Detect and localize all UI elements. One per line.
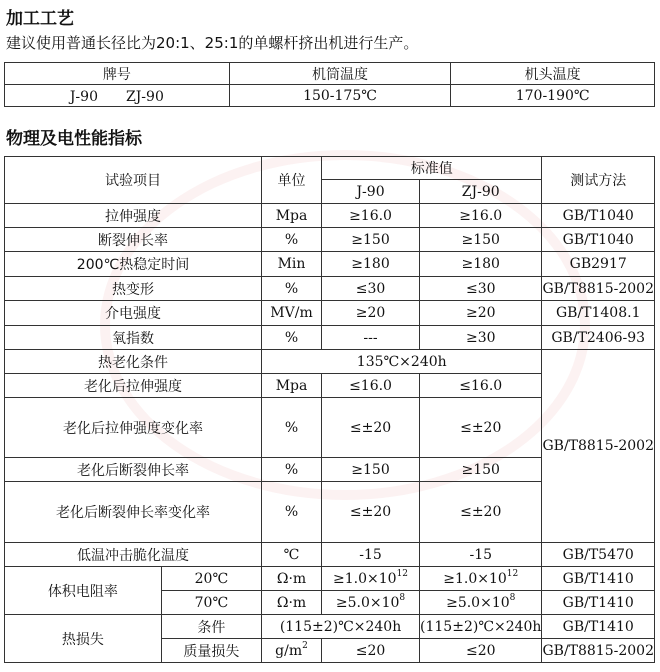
heat-loss-j90-condition: (115±2)℃×240h (262, 615, 420, 639)
header-zj90: ZJ-90 (420, 180, 542, 204)
header-barrel-temp: 机筒温度 (229, 63, 451, 85)
row-j90: -15 (322, 543, 420, 567)
table-row (5, 277, 655, 301)
value: ≥5.0×10 (335, 594, 400, 611)
table-row (5, 301, 655, 326)
header-grade: 牌号 (5, 63, 230, 85)
row-method: GB/T2406-93 (542, 326, 655, 350)
row-zj90: ≤16.0 (420, 374, 542, 398)
row-method: GB/T1410 (542, 567, 655, 591)
table-row (5, 567, 655, 591)
row-unit: Mpa (262, 374, 322, 398)
row-j90: ≤16.0 (322, 374, 420, 398)
row-method: GB/T8815-2002 (542, 277, 655, 301)
row-j90: ≤20 (322, 639, 420, 663)
aging-condition-value: 135℃×240h (262, 350, 542, 374)
row-item: 老化后拉伸强度 (5, 374, 262, 398)
row-method: GB/T1410 (542, 615, 655, 639)
row-zj90: ≥30 (420, 326, 542, 350)
value: ≥1.0×10 (333, 570, 397, 587)
row-method: GB/T1040 (542, 204, 655, 228)
row-unit: % (262, 458, 322, 482)
row-j90 (322, 591, 420, 615)
heat-loss-item: 热损失 (5, 615, 162, 663)
heat-loss-mass-label: 质量损失 (161, 639, 261, 663)
row-unit (262, 639, 322, 663)
row-j90: ≤30 (322, 277, 420, 301)
row-item: 热变形 (5, 277, 262, 301)
section-heading-processing: 加工工艺 (6, 9, 74, 29)
row-item: 断裂伸长率 (5, 228, 262, 252)
row-zj90: ≥180 (420, 252, 542, 277)
table-row (5, 228, 655, 252)
row-unit: % (262, 277, 322, 301)
table-header-row (5, 157, 655, 180)
header-item: 试验项目 (5, 157, 262, 204)
row-zj90: ≤±20 (420, 482, 542, 543)
heat-loss-condition-label: 条件 (161, 615, 261, 639)
exponent: 8 (399, 592, 406, 603)
exponent: 12 (506, 568, 519, 579)
processing-recommendation: 建议使用普通长径比为20:1、25:1的单螺杆挤出机进行生产。 (6, 34, 419, 52)
row-item: 氧指数 (5, 326, 262, 350)
row-method: GB/T8815-2002 (542, 639, 655, 663)
row-zj90: ≥20 (420, 301, 542, 326)
row-zj90 (420, 567, 542, 591)
row-unit: % (262, 326, 322, 350)
row-item: 200℃热稳定时间 (5, 252, 262, 277)
header-standard-value: 标准值 (322, 157, 542, 180)
row-zj90: ≤30 (420, 277, 542, 301)
row-unit: Min (262, 252, 322, 277)
row-item: 介电强度 (5, 301, 262, 326)
row-item: 老化后断裂伸长率 (5, 458, 262, 482)
row-item: 低温冲击脆化温度 (5, 543, 262, 567)
row-j90: ≥150 (322, 458, 420, 482)
aging-condition-item: 热老化条件 (5, 350, 262, 374)
row-j90: ≥180 (322, 252, 420, 277)
table-row (5, 350, 655, 374)
row-temp: 70℃ (161, 591, 261, 615)
row-j90 (322, 567, 420, 591)
value: ≥1.0×10 (443, 570, 507, 587)
table-row (5, 252, 655, 277)
row-zj90 (420, 591, 542, 615)
row-temp: 20℃ (161, 567, 261, 591)
aging-method: GB/T8815-2002 (542, 350, 655, 543)
row-item: 老化后拉伸强度变化率 (5, 398, 262, 458)
table-row (5, 326, 655, 350)
row-zj90: ≥150 (420, 228, 542, 252)
row-method: GB/T1410 (542, 591, 655, 615)
row-method: GB/T1040 (542, 228, 655, 252)
header-test-method: 测试方法 (542, 157, 655, 204)
row-unit: MV/m (262, 301, 322, 326)
header-head-temp: 机头温度 (451, 63, 655, 85)
row-method: GB/T5470 (542, 543, 655, 567)
table-row (5, 543, 655, 567)
unit-exponent: 2 (302, 640, 308, 651)
row-zj90: -15 (420, 543, 542, 567)
row-zj90: ≥150 (420, 458, 542, 482)
process-table (4, 62, 655, 107)
cell-head-temp: 170-190℃ (451, 85, 655, 107)
process-table-row (5, 85, 655, 107)
row-unit: Mpa (262, 204, 322, 228)
row-j90: ≥20 (322, 301, 420, 326)
row-j90: --- (322, 326, 420, 350)
table-row (5, 204, 655, 228)
row-zj90: ≤20 (420, 639, 542, 663)
section-heading-properties: 物理及电性能指标 (6, 129, 142, 149)
process-table-header (5, 63, 655, 85)
row-unit: % (262, 482, 322, 543)
row-unit: % (262, 228, 322, 252)
row-item: 拉伸强度 (5, 204, 262, 228)
value: ≥5.0×10 (446, 594, 510, 611)
header-unit: 单位 (262, 157, 322, 204)
spec-table (4, 156, 655, 663)
header-j90: J-90 (322, 180, 420, 204)
row-j90: ≥16.0 (322, 204, 420, 228)
row-unit: Ω·m (262, 567, 322, 591)
exponent: 12 (396, 568, 409, 579)
row-zj90: ≤±20 (420, 398, 542, 458)
resistivity-item: 体积电阻率 (5, 567, 162, 615)
row-j90: ≤±20 (322, 398, 420, 458)
heat-loss-zj90-condition: (115±2)℃×240h (420, 615, 542, 639)
cell-barrel-temp: 150-175℃ (229, 85, 451, 107)
row-unit: % (262, 398, 322, 458)
row-method: GB2917 (542, 252, 655, 277)
row-unit: Ω·m (262, 591, 322, 615)
row-j90: ≤±20 (322, 482, 420, 543)
cell-grade: J-90 ZJ-90 (5, 85, 230, 107)
row-unit: ℃ (262, 543, 322, 567)
table-row (5, 615, 655, 639)
exponent: 8 (509, 592, 516, 603)
row-zj90: ≥16.0 (420, 204, 542, 228)
row-j90: ≥150 (322, 228, 420, 252)
unit-text: g/m (275, 642, 303, 659)
row-method: GB/T1408.1 (542, 301, 655, 326)
row-item: 老化后断裂伸长率变化率 (5, 482, 262, 543)
